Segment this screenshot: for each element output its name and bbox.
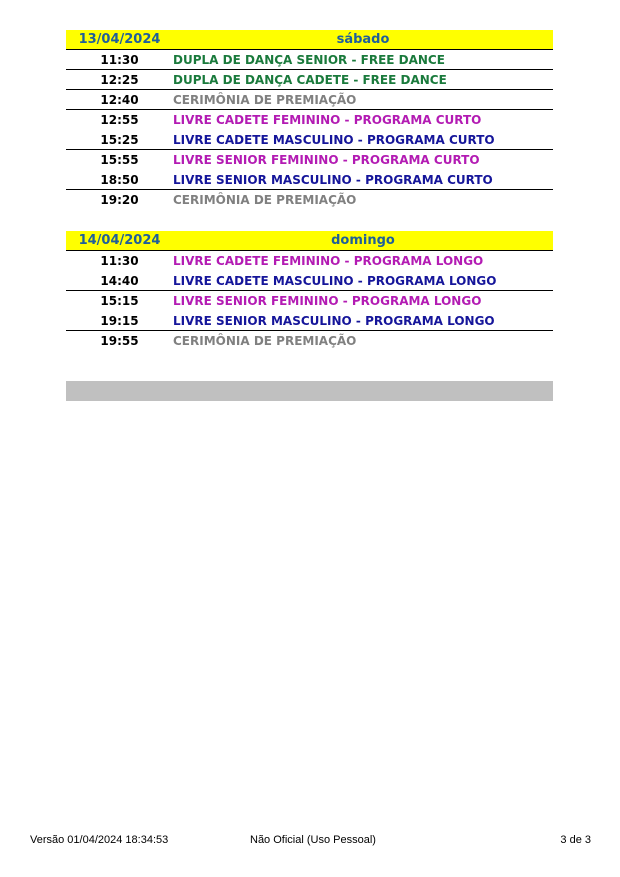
schedule-row <box>66 291 553 311</box>
event-time: 19:20 <box>100 193 139 207</box>
page-footer <box>0 834 620 848</box>
footer-status: Não Oficial (Uso Pessoal) <box>250 834 376 846</box>
event-name: LIVRE CADETE MASCULINO - PROGRAMA LONGO <box>173 274 497 288</box>
footer-page-number: 3 de 3 <box>560 834 591 846</box>
event-name: DUPLA DE DANÇA SENIOR - FREE DANCE <box>173 53 445 67</box>
event-name: LIVRE SENIOR FEMININO - PROGRAMA LONGO <box>173 294 482 308</box>
schedule-row <box>66 311 553 331</box>
footer-version: Versão 01/04/2024 18:34:53 <box>30 834 169 846</box>
event-time: 12:40 <box>100 93 139 107</box>
schedule-row <box>66 50 553 70</box>
event-time: 15:55 <box>100 153 139 167</box>
schedule-row <box>66 170 553 190</box>
event-time: 12:55 <box>100 113 139 127</box>
event-time: 11:30 <box>100 254 139 268</box>
event-name: CERIMÔNIA DE PREMIAÇÃO <box>173 193 357 207</box>
schedule-row <box>66 251 553 271</box>
day-rows <box>66 50 553 210</box>
schedule-row <box>66 150 553 170</box>
event-time: 12:25 <box>100 73 139 87</box>
event-time: 15:25 <box>100 133 139 147</box>
day-block-saturday <box>66 30 553 210</box>
day-header <box>66 30 553 50</box>
schedule-row <box>66 190 553 210</box>
event-time: 11:30 <box>100 53 139 67</box>
event-time: 19:15 <box>100 314 139 328</box>
day-header <box>66 231 553 251</box>
schedule-row <box>66 70 553 90</box>
schedule-row <box>66 130 553 150</box>
event-name: LIVRE SENIOR MASCULINO - PROGRAMA CURTO <box>173 173 493 187</box>
schedule-row <box>66 110 553 130</box>
event-time: 19:55 <box>100 334 139 348</box>
day-date: 14/04/2024 <box>78 233 161 248</box>
event-time: 18:50 <box>100 173 139 187</box>
event-name: LIVRE SENIOR FEMININO - PROGRAMA CURTO <box>173 153 480 167</box>
day-weekday: domingo <box>331 233 395 248</box>
event-name: CERIMÔNIA DE PREMIAÇÃO <box>173 334 357 348</box>
schedule-row <box>66 90 553 110</box>
day-block-sunday <box>66 231 553 351</box>
event-name: CERIMÔNIA DE PREMIAÇÃO <box>173 93 357 107</box>
event-name: LIVRE SENIOR MASCULINO - PROGRAMA LONGO <box>173 314 495 328</box>
day-rows <box>66 251 553 351</box>
event-name: LIVRE CADETE FEMININO - PROGRAMA CURTO <box>173 113 482 127</box>
schedule-row <box>66 271 553 291</box>
gray-bar <box>66 381 553 401</box>
day-date: 13/04/2024 <box>78 32 161 47</box>
schedule <box>66 30 553 372</box>
event-time: 15:15 <box>100 294 139 308</box>
event-name: LIVRE CADETE FEMININO - PROGRAMA LONGO <box>173 254 484 268</box>
schedule-row <box>66 331 553 351</box>
event-time: 14:40 <box>100 274 139 288</box>
day-weekday: sábado <box>336 32 390 47</box>
event-name: DUPLA DE DANÇA CADETE - FREE DANCE <box>173 73 447 87</box>
event-name: LIVRE CADETE MASCULINO - PROGRAMA CURTO <box>173 133 495 147</box>
